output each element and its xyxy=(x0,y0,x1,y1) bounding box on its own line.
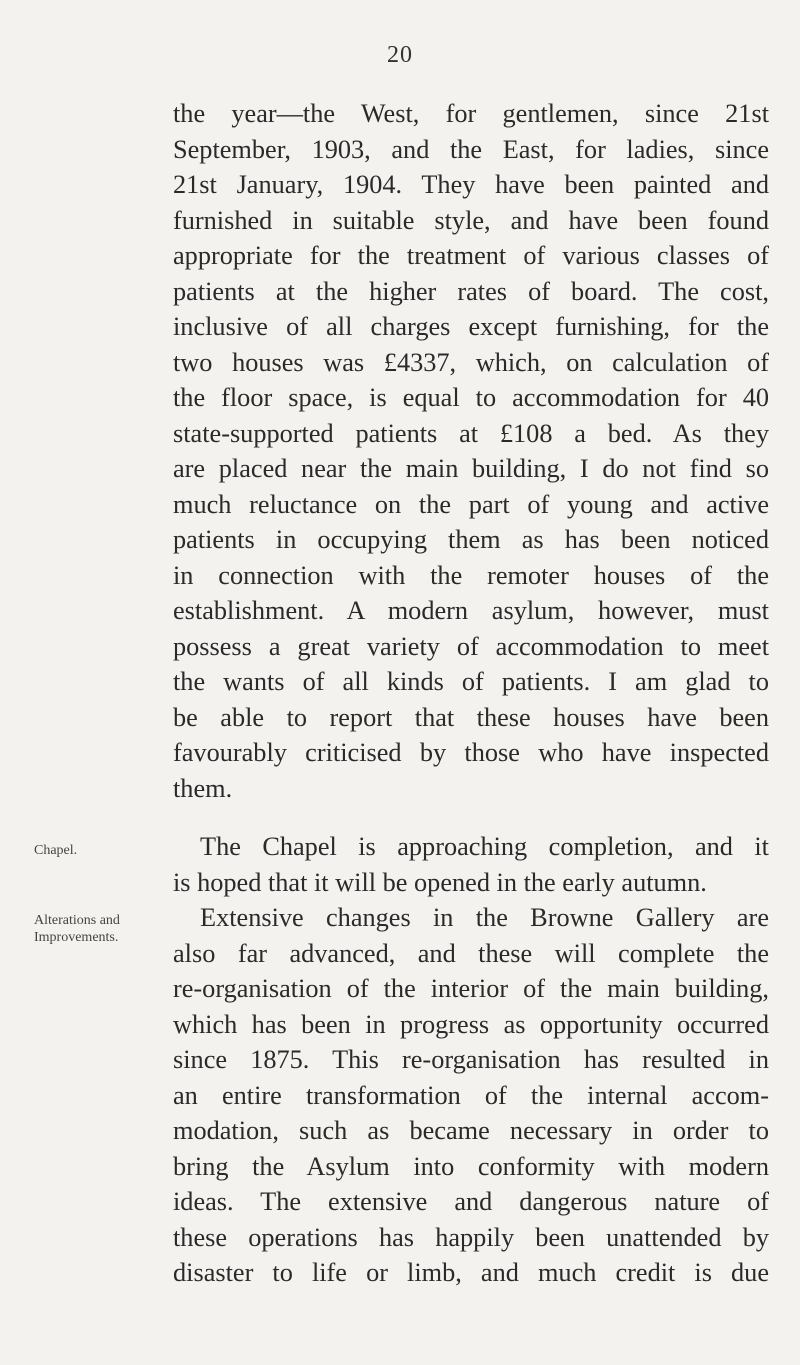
text-line: two houses was £4337, which, on calculation of xyxy=(173,347,769,377)
text-line: possess a great variety of accommodation to meet xyxy=(173,631,769,661)
text-line: re-organisation of the interior of the main building, xyxy=(173,974,769,1003)
text-line: September, 1903, and the East, for ladies, since xyxy=(173,134,769,164)
text-line: ideas. The extensive and dangerous nature of xyxy=(173,1187,769,1216)
text-line: since 1875. This re-organisation has resulted in xyxy=(173,1045,769,1074)
text-line: also far advanced, and these will complete the xyxy=(173,938,769,968)
text-line: bring the Asylum into conformity with modern xyxy=(173,1151,769,1181)
text-line: these operations has happily been unattended by xyxy=(173,1222,769,1252)
paragraph-chapel xyxy=(173,829,769,900)
text-line: the year—the West, for gentlemen, since 21st xyxy=(173,99,769,128)
text-line: patients at the higher rates of board. The cost, xyxy=(173,276,769,306)
text-line: the floor space, is equal to accommodation for 40 xyxy=(173,383,769,412)
text-line: The Chapel is approaching completion, and it xyxy=(200,832,769,861)
margin-note-line: Alterations and xyxy=(34,913,120,928)
text-line: the wants of all kinds of patients. I am glad to xyxy=(173,667,769,696)
margin-note-line: Improvements. xyxy=(34,930,119,945)
text-line: in connection with the remoter houses of the xyxy=(173,560,769,590)
margin-note-chapel: Chapel. xyxy=(34,843,78,858)
text-line: appropriate for the treatment of various classes of xyxy=(173,241,769,270)
text-line: establishment. A modern asylum, however, must xyxy=(173,596,769,625)
text-line: Extensive changes in the Browne Gallery are xyxy=(200,903,769,932)
text-line: is hoped that it will be opened in the early autumn. xyxy=(173,867,707,897)
text-line: them. xyxy=(173,773,233,803)
text-line: are placed near the main building, I do not find so xyxy=(173,454,769,483)
text-line: an entire transformation of the internal accom- xyxy=(173,1080,769,1110)
text-line: inclusive of all charges except furnishing, for the xyxy=(173,312,769,341)
text-line: much reluctance on the part of young and active xyxy=(173,489,769,519)
text-line: which has been in progress as opportunity occurred xyxy=(173,1009,769,1039)
page-number: 20 xyxy=(387,42,413,68)
text-line: state-supported patients at £108 a bed. As they xyxy=(173,418,769,448)
text-line: patients in occupying them as has been noticed xyxy=(173,525,769,554)
text-line: be able to report that these houses have been xyxy=(173,702,769,732)
text-line: 21st January, 1904. They have been painted and xyxy=(173,170,769,199)
margin-note-alterations xyxy=(34,912,154,946)
text-line: furnished in suitable style, and have been found xyxy=(173,205,769,235)
text-line: disaster to life or limb, and much credit is due xyxy=(173,1258,769,1287)
paragraph-alterations xyxy=(173,900,769,1291)
text-line: modation, such as became necessary in order to xyxy=(173,1116,769,1145)
paragraph-new-houses xyxy=(173,96,769,806)
text-line: favourably criticised by those who have inspected xyxy=(173,738,769,767)
